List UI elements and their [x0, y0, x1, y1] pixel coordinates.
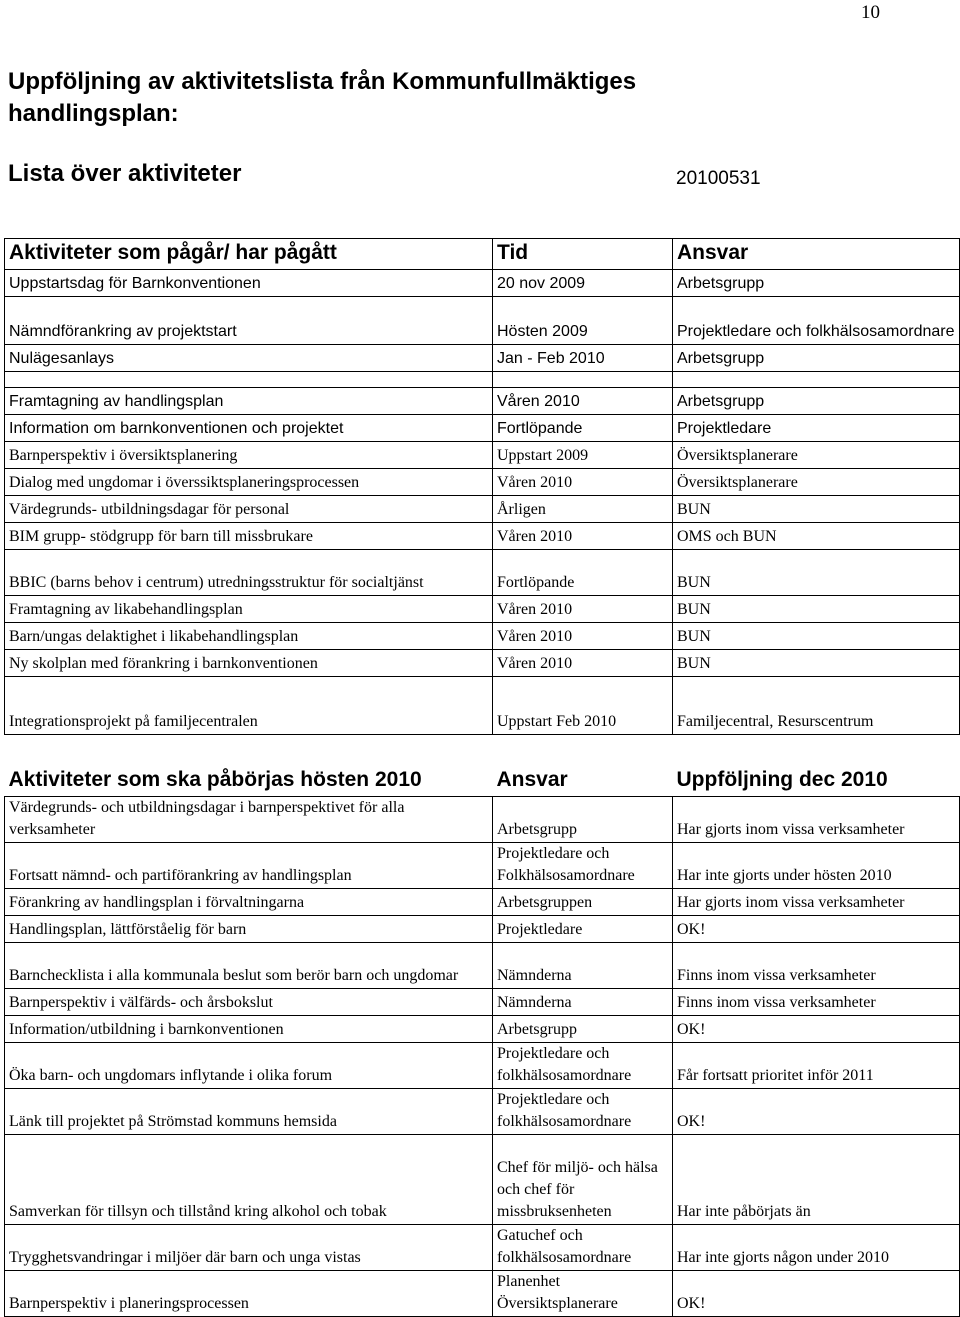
responsible-cell: OMS och BUN: [673, 523, 960, 550]
followup-cell: Har inte gjorts under hösten 2010: [673, 843, 960, 889]
time-cell: Våren 2010: [493, 623, 673, 650]
activity-cell: Länk till projektet på Strömstad kommuns hemsida: [5, 1089, 493, 1135]
table-header-row: [5, 766, 960, 797]
activity-cell: Dialog med ungdomar i överssiktsplaneringsprocessen: [5, 469, 493, 496]
list-heading: Lista över aktiviteter: [8, 160, 242, 187]
followup-cell: OK!: [673, 916, 960, 943]
responsible-cell: Projektledare: [493, 916, 673, 943]
activity-cell: Förankring av handlingsplan i förvaltningarna: [5, 889, 493, 916]
activity-cell: Ny skolplan med förankring i barnkonventionen: [5, 650, 493, 677]
document-date: 20100531: [676, 168, 761, 189]
activity-cell: Barnperspektiv i översiktsplanering: [5, 442, 493, 469]
activity-cell: BIM grupp- stödgrupp för barn till missbrukare: [5, 523, 493, 550]
time-cell: Hösten 2009: [493, 297, 673, 345]
spacer-cell: [5, 372, 493, 388]
responsible-cell: BUN: [673, 496, 960, 523]
time-cell: Fortlöpande: [493, 415, 673, 442]
responsible-cell: Arbetsgrupp: [493, 1016, 673, 1043]
activity-cell: Fortsatt nämnd- och partiförankring av handlingsplan: [5, 843, 493, 889]
time-cell: Uppstart Feb 2010: [493, 677, 673, 735]
table-row: [5, 496, 960, 523]
responsible-cell: Projektledare och Folkhälsosamordnare: [493, 843, 673, 889]
responsible-cell: Planenhet Översiktsplanerare: [493, 1271, 673, 1317]
column-header-activity: Aktiviteter som ska påbörjas hösten 2010: [8, 768, 422, 791]
table-row: [5, 843, 960, 889]
table-row: [5, 523, 960, 550]
time-cell: Jan - Feb 2010: [493, 345, 673, 372]
table-row: [5, 270, 960, 297]
activity-cell: Barnperspektiv i planeringsprocessen: [5, 1271, 493, 1317]
column-header-followup: Uppföljning dec 2010: [676, 768, 888, 791]
activity-cell: Framtagning av handlingsplan: [5, 388, 493, 415]
responsible-cell: BUN: [673, 550, 960, 596]
table-row: [5, 916, 960, 943]
responsible-cell: BUN: [673, 650, 960, 677]
table-row: [5, 415, 960, 442]
time-cell: Våren 2010: [493, 650, 673, 677]
followup-cell: Har inte påbörjats än: [673, 1135, 960, 1225]
activity-cell: Samverkan för tillsyn och tillstånd kring alkohol och tobak: [5, 1135, 493, 1225]
spacer-cell: [493, 372, 673, 388]
table-row: [5, 1089, 960, 1135]
table-row: [5, 469, 960, 496]
time-cell: 20 nov 2009: [493, 270, 673, 297]
table-row: [5, 1016, 960, 1043]
column-header-responsible: Ansvar: [673, 239, 960, 270]
table-row: [5, 1135, 960, 1225]
activity-cell: Integrationsprojekt på familjecentralen: [5, 677, 493, 735]
followup-cell: Har inte gjorts någon under 2010: [673, 1225, 960, 1271]
activity-cell: Information/utbildning i barnkonventionen: [5, 1016, 493, 1043]
table-row: [5, 989, 960, 1016]
document-title: Uppföljning av aktivitetslista från Kommunfullmäktiges handlingsplan:: [8, 68, 637, 127]
time-cell: Våren 2010: [493, 388, 673, 415]
responsible-cell: Arbetsgrupp: [673, 388, 960, 415]
table-row: [5, 650, 960, 677]
time-cell: Årligen: [493, 496, 673, 523]
responsible-cell: Arbetsgruppen: [493, 889, 673, 916]
activity-cell: Information om barnkonventionen och projektet: [5, 415, 493, 442]
ongoing-activities-table: [4, 238, 960, 735]
table-row: [5, 797, 960, 843]
table-header-row: [5, 239, 960, 270]
time-cell: Våren 2010: [493, 469, 673, 496]
activity-cell: Barnperspektiv i välfärds- och årsbokslut: [5, 989, 493, 1016]
spacer-row: [5, 372, 960, 388]
table-row: [5, 442, 960, 469]
responsible-cell: Projektledare: [673, 415, 960, 442]
responsible-cell: BUN: [673, 623, 960, 650]
followup-cell: Finns inom vissa verksamheter: [673, 989, 960, 1016]
table-row: [5, 889, 960, 916]
followup-cell: Har gjorts inom vissa verksamheter: [673, 889, 960, 916]
table-row: [5, 943, 960, 989]
column-header-activity: Aktiviteter som pågår/ har pågått: [5, 239, 493, 270]
responsible-cell: Arbetsgrupp: [673, 345, 960, 372]
responsible-cell: BUN: [673, 596, 960, 623]
activity-cell: Handlingsplan, lättförståelig för barn: [5, 916, 493, 943]
responsible-cell: Arbetsgrupp: [673, 270, 960, 297]
spacer-cell: [673, 372, 960, 388]
table-row: [5, 677, 960, 735]
activity-cell: Framtagning av likabehandlingsplan: [5, 596, 493, 623]
responsible-cell: Familjecentral, Resurscentrum: [673, 677, 960, 735]
upcoming-activities-table: [4, 766, 960, 1317]
responsible-cell: Nämnderna: [493, 989, 673, 1016]
responsible-cell: Gatuchef och folkhälsosamordnare: [493, 1225, 673, 1271]
table-row: [5, 297, 960, 345]
activity-cell: Nulägesanlays: [5, 345, 493, 372]
table-row: [5, 623, 960, 650]
time-cell: Uppstart 2009: [493, 442, 673, 469]
activity-cell: BBIC (barns behov i centrum) utredningsstruktur för socialtjänst: [5, 550, 493, 596]
time-cell: Våren 2010: [493, 523, 673, 550]
table-row: [5, 1043, 960, 1089]
activity-cell: Barnchecklista i alla kommunala beslut som berör barn och ungdomar: [5, 943, 493, 989]
responsible-cell: Översiktsplanerare: [673, 469, 960, 496]
followup-cell: OK!: [673, 1271, 960, 1317]
table-row: [5, 1225, 960, 1271]
activity-cell: Öka barn- och ungdomars inflytande i olika forum: [5, 1043, 493, 1089]
activity-cell: Värdegrunds- och utbildningsdagar i barnperspektivet för alla verksamheter: [5, 797, 493, 843]
table-row: [5, 388, 960, 415]
activity-cell: Uppstartsdag för Barnkonventionen: [5, 270, 493, 297]
followup-cell: Har gjorts inom vissa verksamheter: [673, 797, 960, 843]
responsible-cell: Chef för miljö- och hälsa och chef för missbruksenheten: [493, 1135, 673, 1225]
time-cell: Våren 2010: [493, 596, 673, 623]
responsible-cell: Nämnderna: [493, 943, 673, 989]
followup-cell: Finns inom vissa verksamheter: [673, 943, 960, 989]
table-row: [5, 596, 960, 623]
activity-cell: Värdegrunds- utbildningsdagar för personal: [5, 496, 493, 523]
time-cell: Fortlöpande: [493, 550, 673, 596]
column-header-responsible: Ansvar: [496, 768, 568, 791]
activity-cell: Barn/ungas delaktighet i likabehandlingsplan: [5, 623, 493, 650]
table-row: [5, 1271, 960, 1317]
column-header-time: Tid: [493, 239, 673, 270]
table-row: [5, 550, 960, 596]
followup-cell: Får fortsatt prioritet inför 2011: [673, 1043, 960, 1089]
page-number: 10: [861, 2, 880, 23]
table-row: [5, 345, 960, 372]
responsible-cell: Projektledare och folkhälsosamordnare: [493, 1089, 673, 1135]
responsible-cell: Projektledare och folkhälsosamordnare: [673, 297, 960, 345]
activity-cell: Trygghetsvandringar i miljöer där barn och unga vistas: [5, 1225, 493, 1271]
responsible-cell: Översiktsplanerare: [673, 442, 960, 469]
followup-cell: OK!: [673, 1016, 960, 1043]
responsible-cell: Arbetsgrupp: [493, 797, 673, 843]
followup-cell: OK!: [673, 1089, 960, 1135]
activity-cell: Nämndförankring av projektstart: [5, 297, 493, 345]
responsible-cell: Projektledare och folkhälsosamordnare: [493, 1043, 673, 1089]
